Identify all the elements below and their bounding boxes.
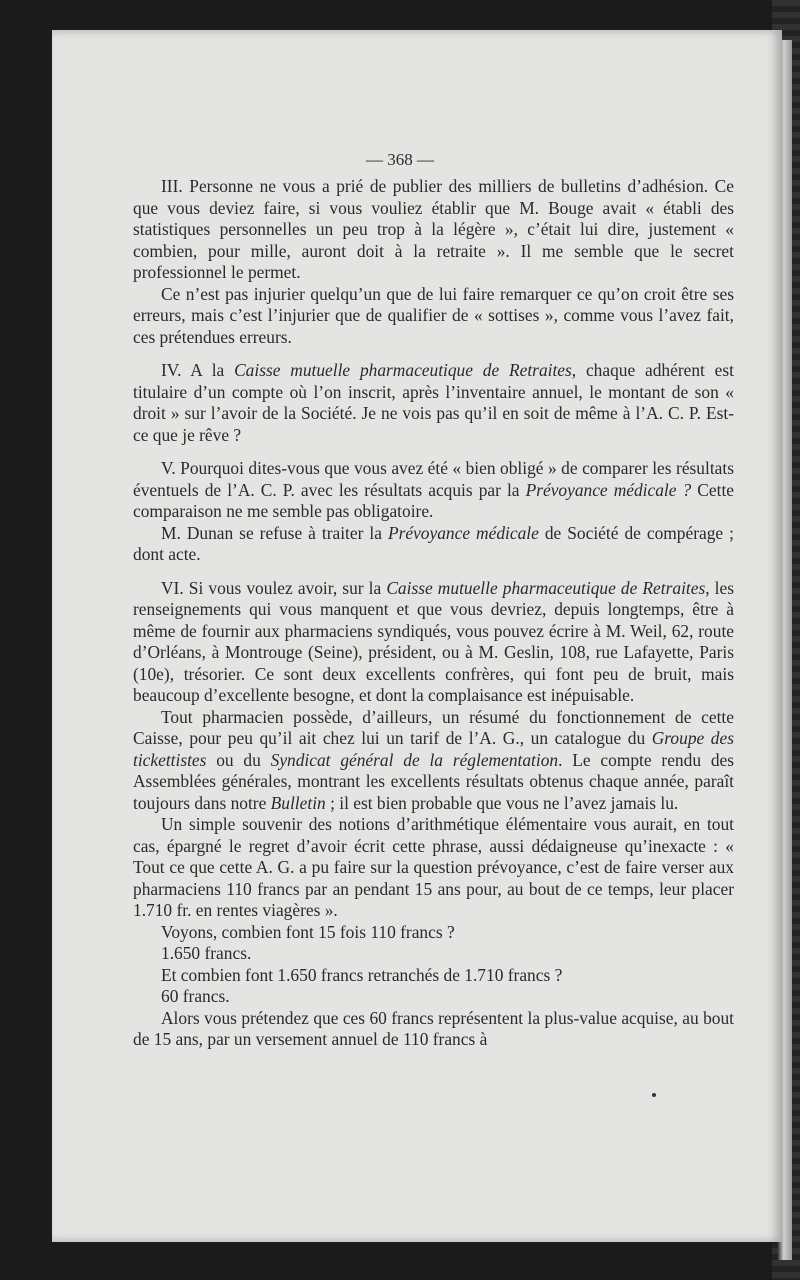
text-run: , les renseignements qui vous manquent et que vous devriez, depuis longtemps, être à même de fournir aux pharmaciens syndiqués, vous pouvez écrire à M. Weil, 62, route d’Orléans, à Montrouge (Seine), président, ou à M. Geslin, 108, rue Lafayette, Paris (10e), trésorier. Ce sont deux excellents confrères, qui font peu de bruit, mais beaucoup d’excellente besogne, et dont la complaisance est inépuisable.: [133, 577, 734, 705]
paragraph-vi: [133, 578, 734, 707]
text-run: ; il est bien probable que vous ne l’avez jamais lu.: [325, 792, 679, 813]
text-run: Ce n’est pas injurier quelqu’un que de lui faire remarquer ce qu’on croit être ses erreurs, mais c’est l’injurier que de qualifier de « sottises », comme vous l’avez fait, ces prétendues erreurs.: [133, 283, 734, 347]
text-run: VI. Si vous voulez avoir, sur la: [161, 577, 387, 598]
text-run: Cette comparaison ne me semble pas obligatoire.: [133, 479, 734, 521]
paragraph-alors: [133, 1008, 734, 1051]
paragraph-iv: [133, 360, 734, 446]
text-run: Et combien font 1.650 francs retranchés de 1.710 francs ?: [161, 964, 563, 985]
text-run: 1.650 francs.: [161, 943, 252, 963]
italic-text: Syndicat général de la réglementation: [270, 749, 559, 770]
text-run: Tout pharmacien possède, d’ailleurs, un résumé du fonctionnement de cette Caisse, pour peu qu’il ait chez lui un tarif de l’A. G., un catalogue du: [133, 706, 734, 748]
text-run: III. Personne ne vous a prié de publier des milliers de bulletins d’adhésion. Ce que vous deviez faire, si vous vouliez établir que M. Bouge avait « établi des statistiques personnelles un peu trop à la légère », c’était lui dire, justement « combien, pour mille, auront doit à la retraite ». Il me semble que le secret professionnel le permet.: [133, 176, 734, 282]
text-run: M. Dunan se refuse à traiter la: [161, 522, 388, 543]
paragraph-arithmetique: [133, 814, 734, 922]
paragraph-v: [133, 458, 734, 523]
line-combien: [133, 965, 734, 987]
paragraph-injurier: [133, 284, 734, 349]
paragraph-dunan: [133, 523, 734, 566]
paragraph-iii: [133, 176, 734, 284]
text-run: 60 francs.: [161, 986, 230, 1006]
text-run: Voyons, combien font 15 fois 110 francs ?: [161, 921, 455, 942]
text-run: . Le compte rendu des Assemblées générales, montrant les excellents résultats obtenus chaque année, paraît toujours dans notre: [133, 749, 735, 813]
text-run: , chaque adhérent est titulaire d’un compte où l’on inscrit, après l’inventaire annuel, le montant de son « droit » sur l’avoir de la Société. Je ne vois pas qu’il en soit de même à l’A. C. P. Est-ce que je rêve ?: [133, 360, 734, 445]
ink-speck: [652, 1093, 656, 1097]
italic-text: Prévoyance médicale ?: [525, 479, 692, 500]
italic-text: Prévoyance médicale: [387, 522, 539, 543]
page-number: — 368 —: [366, 150, 434, 169]
italic-text: Bulletin: [270, 792, 326, 813]
body-text: [133, 176, 734, 1051]
text-run: ou du: [206, 749, 271, 770]
italic-text: Caisse mutuelle pharmaceutique de Retraites: [386, 577, 706, 598]
line-voyons: [133, 922, 734, 944]
text-run: IV. A la: [161, 360, 235, 380]
italic-text: Groupe des tickettistes: [133, 728, 734, 770]
line-1650: [133, 943, 734, 965]
italic-text: Caisse mutuelle pharmaceutique de Retraites: [234, 360, 572, 380]
text-run: Un simple souvenir des notions d’arithmétique élémentaire vous aurait, en tout cas, épargné le regret d’avoir écrit cette phrase, aussi dédaigneuse qu’inexacte : « Tout ce que cette A. G. a pu faire sur la question prévoyance, c’est de faire verser aux pharmaciens 110 francs par an pendant 15 ans pour, au bout de ce temps, leur placer 1.710 fr. en rentes viagères ».: [133, 814, 734, 920]
line-60: [133, 986, 734, 1008]
text-run: de Société de compérage ; dont acte.: [133, 522, 734, 564]
text-run: Alors vous prétendez que ces 60 francs représentent la plus-value acquise, au bout de 15 ans, par un versement annuel de 110 francs à: [133, 1007, 734, 1049]
text-run: V. Pourquoi dites-vous que vous avez été « bien obligé » de comparer les résultats éventuels de l’A. C. P. avec les résultats acquis par la: [133, 458, 734, 500]
paragraph-tout-pharmacien: [133, 707, 734, 815]
